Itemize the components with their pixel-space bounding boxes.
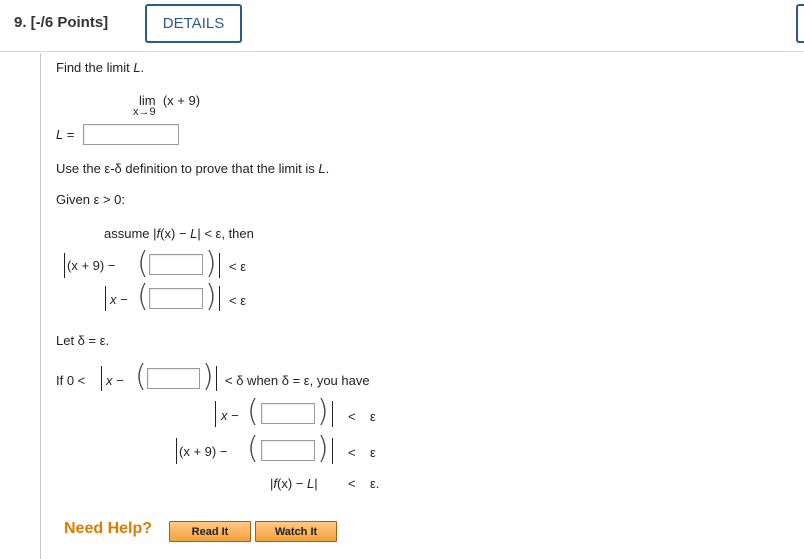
when-text: < δ when δ = ε, you have: [225, 373, 370, 388]
close-paren: ): [317, 431, 329, 466]
close-paren: ): [317, 394, 329, 429]
row5-expression: (x + 9) −: [179, 444, 228, 459]
lt-sign: <: [348, 445, 356, 460]
abs-bar-left: [64, 253, 65, 278]
close-paren: ): [202, 359, 214, 394]
assume-text: assume |f(x) − L| < ε, then: [104, 226, 254, 241]
question-header: [0, 0, 804, 52]
limit-subscript: x→9: [133, 106, 156, 118]
open-paren: (: [135, 359, 147, 394]
abs-bar-right: [332, 401, 333, 427]
open-paren: (: [137, 246, 149, 281]
abs-bar-right: [219, 286, 220, 311]
abs-bar-right: [216, 366, 217, 391]
watch-it-button[interactable]: Watch It: [255, 521, 337, 542]
lt-sign: <: [348, 409, 356, 424]
epsilon-period: ε.: [370, 476, 380, 491]
row5-input[interactable]: [261, 440, 315, 461]
abs-bar-right: [332, 438, 333, 464]
limit-answer-input[interactable]: [83, 124, 179, 145]
answer-label: L =: [56, 127, 75, 142]
need-help-label: Need Help?: [64, 520, 153, 537]
row2-input[interactable]: [149, 288, 203, 309]
row1-input[interactable]: [149, 254, 203, 275]
epsilon: ε: [370, 409, 376, 424]
given-text: Given ε > 0:: [56, 192, 126, 207]
question-number: 9. [-/6 Points]: [14, 14, 109, 31]
prompt-text: Find the limit L.: [56, 60, 145, 75]
abs-bar-right: [219, 253, 220, 278]
abs-bar-left: [101, 366, 102, 391]
limit-expression: lim (x + 9): [139, 93, 201, 108]
row4-expression: x −: [221, 408, 239, 423]
row3-input[interactable]: [147, 368, 200, 389]
row2-expression: x −: [110, 292, 128, 307]
lt-sign: <: [348, 476, 356, 491]
submission-button[interactable]: [796, 4, 804, 43]
open-paren: (: [247, 431, 259, 466]
row4-input[interactable]: [261, 403, 315, 424]
lt-epsilon: < ε: [229, 293, 246, 308]
abs-bar-left: [105, 286, 106, 311]
open-paren: (: [247, 394, 259, 429]
abs-bar-left: [215, 401, 216, 427]
row3-expression: x −: [106, 373, 124, 388]
close-paren: ): [205, 246, 217, 281]
content-divider: [40, 53, 41, 559]
epsilon: ε: [370, 445, 376, 460]
lt-epsilon: < ε: [229, 259, 246, 274]
definition-text: Use the ε-δ definition to prove that the limit is L.: [56, 161, 330, 176]
if-zero-text: If 0 <: [56, 373, 86, 388]
row1-expression: (x + 9) −: [67, 258, 116, 273]
fx-minus-L: |f(x) − L|: [270, 476, 318, 491]
abs-bar-left: [176, 438, 177, 464]
open-paren: (: [137, 279, 149, 314]
let-delta-text: Let δ = ε.: [56, 333, 110, 348]
details-button[interactable]: DETAILS: [145, 4, 242, 43]
read-it-button[interactable]: Read It: [169, 521, 251, 542]
close-paren: ): [205, 279, 217, 314]
